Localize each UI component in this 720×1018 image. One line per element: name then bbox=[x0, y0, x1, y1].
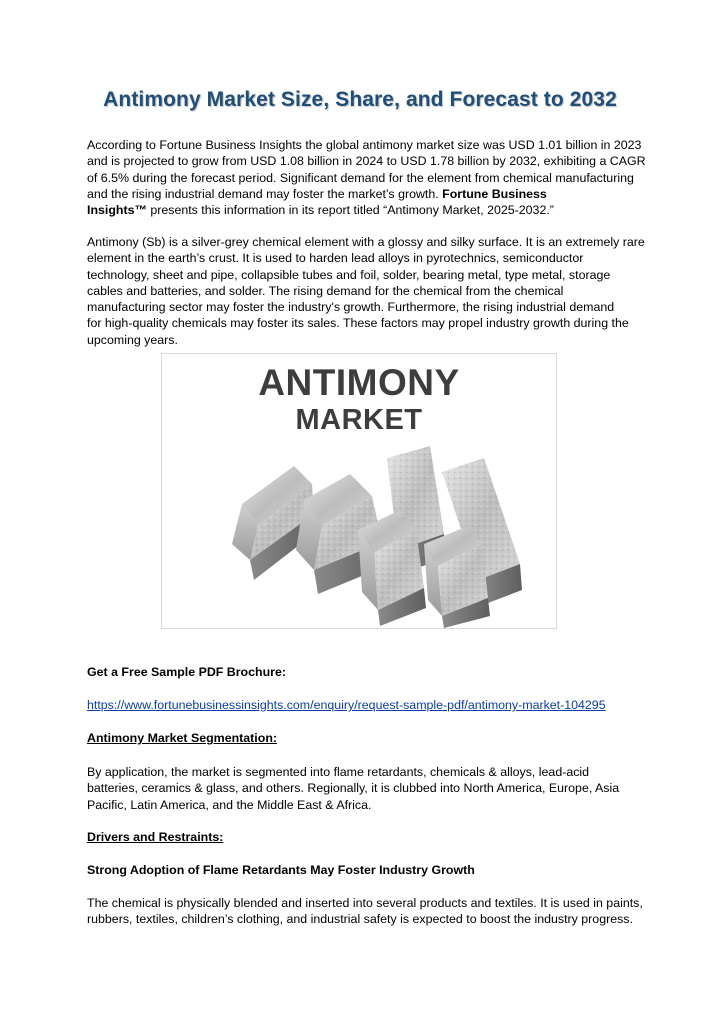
drivers-heading: Drivers and Restraints: bbox=[87, 830, 224, 844]
sample-heading: Get a Free Sample PDF Brochure: bbox=[87, 665, 286, 679]
page-title: Antimony Market Size, Share, and Forecast to 2032 bbox=[103, 88, 617, 111]
segmentation-paragraph bbox=[87, 764, 637, 813]
report-title-text: presents this information in its report titled “Antimony Market, 2025-2032.” bbox=[150, 203, 554, 218]
drivers-line: The chemical is physically blended and inserted into several products and textiles. It is used in paints, bbox=[87, 896, 643, 910]
sample-pdf-link[interactable]: https://www.fortunebusinessinsights.com/enquiry/request-sample-pdf/antimony-market-104295 bbox=[87, 698, 606, 712]
description-line: upcoming years. bbox=[87, 332, 178, 347]
description-line: Antimony (Sb) is a silver-grey chemical element with a glossy and silky surface. It is an extremely rare bbox=[87, 235, 645, 249]
figure-title-line2: MARKET bbox=[295, 404, 423, 436]
intro-line-report bbox=[87, 202, 637, 218]
segmentation-heading: Antimony Market Segmentation: bbox=[87, 731, 278, 745]
segmentation-line: By application, the market is segmented into flame retardants, chemicals & alloys, lead-acid bbox=[87, 765, 590, 779]
brand-name-part2: Insights™ bbox=[87, 203, 147, 218]
antimony-market-figure bbox=[161, 353, 557, 629]
intro-line: and is projected to grow from USD 1.08 billion in 2024 to USD 1.78 billion by 2032, exhibiting a CAGR bbox=[87, 154, 646, 169]
segmentation-line: Pacific, Latin America, and the Middle East & Africa. bbox=[87, 797, 372, 812]
intro-line: of 6.5% during the forecast period. Significant demand for the element from chemical manufacturing bbox=[87, 170, 634, 185]
figure-title-line1: ANTIMONY bbox=[258, 362, 460, 403]
description-paragraph bbox=[87, 234, 645, 348]
segmentation-line: batteries, ceramics & glass, and others. Regionally, it is clubbed into North America, Europe, Asia bbox=[87, 781, 620, 796]
brand-name-part1: Fortune Business bbox=[442, 186, 547, 201]
description-line: element in the earth’s crust. It is used to harden lead alloys in pyrotechnics, semiconductor bbox=[87, 251, 584, 266]
description-line: technology, sheet and pipe, collapsible tubes and foil, solder, bearing metal, type metal, storage bbox=[87, 267, 611, 282]
drivers-paragraph bbox=[87, 895, 643, 928]
intro-line: According to Fortune Business Insights the global antimony market size was USD 1.01 billion in 2023 bbox=[87, 138, 642, 152]
drivers-subheading: Strong Adoption of Flame Retardants May Foster Industry Growth bbox=[87, 863, 475, 877]
intro-line-brand bbox=[87, 186, 637, 202]
drivers-line: rubbers, textiles, children’s clothing, and industrial safety is expected to boost the industry progress. bbox=[87, 912, 633, 927]
description-line: for high-quality chemicals may foster its sales. These factors may propel industry growth during the bbox=[87, 316, 629, 331]
intro-paragraph bbox=[87, 137, 646, 218]
description-line: manufacturing sector may foster the industry's growth. Furthermore, the rising industrial demand bbox=[87, 300, 615, 315]
intro-line: and the rising industrial demand may foster the market’s growth. bbox=[87, 186, 439, 201]
description-line: cables and batteries, and solder. The rising demand for the chemical from the chemical bbox=[87, 283, 564, 298]
